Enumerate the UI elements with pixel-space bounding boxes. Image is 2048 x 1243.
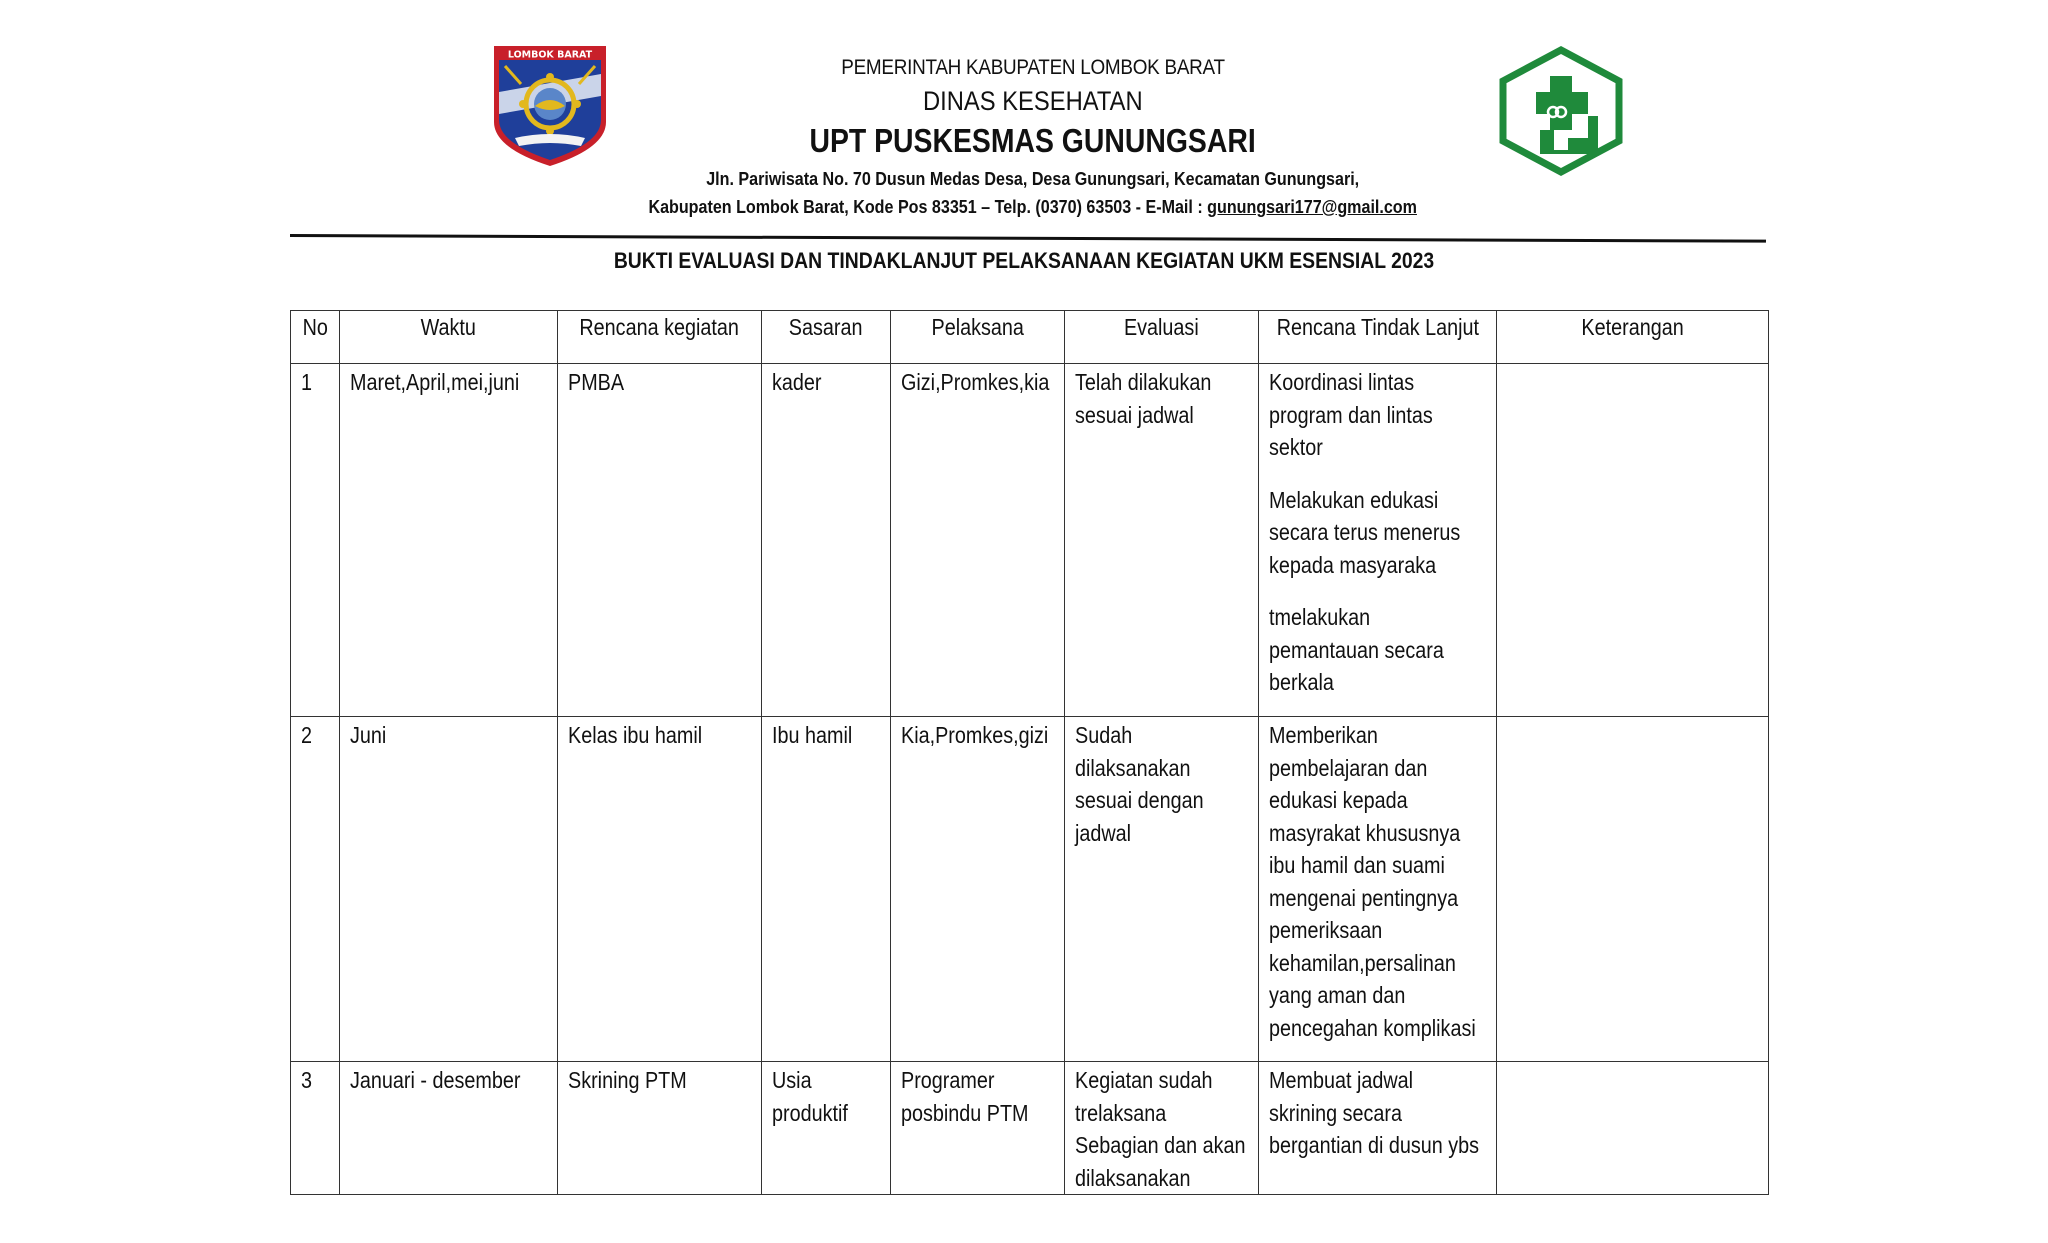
header-rencana-kegiatan: Rencana kegiatan [558, 311, 762, 364]
svg-text:LOMBOK BARAT: LOMBOK BARAT [507, 49, 593, 61]
cell-sasaran: Usia produktif [762, 1062, 891, 1195]
header-no: No [291, 311, 340, 364]
tindak-lanjut-item: Melakukan edukasi secara terus menerus kepada masyaraka [1269, 486, 1461, 578]
header-sasaran: Sasaran [762, 311, 891, 364]
cell-keterangan [1497, 1062, 1769, 1195]
cell-sasaran: kader [762, 364, 891, 717]
cell-sasaran: Ibu hamil [762, 717, 891, 1062]
table-header-row [291, 311, 1769, 364]
puskesmas-cross-emblem-icon [1498, 46, 1624, 176]
cell-rencana: Kelas ibu hamil [558, 717, 762, 1062]
cell-no: 3 [291, 1062, 340, 1195]
address-line-2-text: Kabupaten Lombok Barat, Kode Pos 83351 – Telp. (0370) 63503 - E-Mail : [648, 196, 1208, 217]
header-keterangan: Keterangan [1497, 311, 1769, 364]
table-row [291, 1062, 1769, 1195]
address-line-1: Jln. Pariwisata No. 70 Dusun Medas Desa, Desa Gunungsari, Kecamatan Gunungsari, [706, 168, 1360, 189]
evaluation-table [290, 310, 1769, 1195]
government-name: PEMERINTAH KABUPATEN LOMBOK BARAT [841, 56, 1225, 79]
table-row [291, 717, 1769, 1062]
cell-evaluasi: Telah dilakukan sesuai jadwal [1065, 364, 1259, 717]
unit-name: UPT PUSKESMAS GUNUNGSARI [809, 122, 1256, 159]
tindak-lanjut-item: Membuat jadwal skrining secara bergantian di dusun ybs [1269, 1067, 1480, 1158]
cell-tindak-lanjut [1259, 364, 1497, 717]
tindak-lanjut-item: tmelakukan pemantauan secara berkala [1269, 604, 1444, 695]
cell-pelaksana: Gizi,Promkes,kia [891, 364, 1065, 717]
cell-rencana: Skrining PTM [558, 1062, 762, 1195]
tindak-lanjut-item: Koordinasi lintas program dan lintas sektor [1269, 369, 1433, 460]
email-link[interactable]: gunungsari177@gmail.com [1207, 196, 1417, 217]
cell-tindak-lanjut [1259, 717, 1497, 1062]
cell-keterangan [1497, 717, 1769, 1062]
header-rencana-tindak-lanjut: Rencana Tindak Lanjut [1259, 311, 1497, 364]
header-evaluasi: Evaluasi [1065, 311, 1259, 364]
cell-no: 1 [291, 364, 340, 717]
document-title: BUKTI EVALUASI DAN TINDAKLANJUT PELAKSANAAN KEGIATAN UKM ESENSIAL 2023 [613, 248, 1435, 273]
cell-waktu: Juni [340, 717, 558, 1062]
department-name: DINAS KESEHATAN [922, 86, 1143, 116]
cell-tindak-lanjut [1259, 1062, 1497, 1195]
letterhead [0, 0, 2048, 273]
letterhead-divider [290, 234, 1766, 243]
cell-waktu: Januari - desember [340, 1062, 558, 1195]
tindak-lanjut-item: Memberikan pembelajaran dan edukasi kepada masyrakat khususnya ibu hamil dan suami mengenai pentingnya pemeriksaan kehamilan,persalinan yang aman dan pencegahan komplikasi [1269, 722, 1476, 1041]
table-row [291, 364, 1769, 717]
cell-waktu: Maret,April,mei,juni [340, 364, 558, 717]
cell-pelaksana: Kia,Promkes,gizi [891, 717, 1065, 1062]
cell-no: 2 [291, 717, 340, 1062]
address-line-2 [133, 196, 1915, 218]
cell-evaluasi: Sudah dilaksanakan sesuai dengan jadwal [1065, 717, 1259, 1062]
cell-keterangan [1497, 364, 1769, 717]
header-waktu: Waktu [340, 311, 558, 364]
cell-pelaksana: Programer posbindu PTM [891, 1062, 1065, 1195]
header-pelaksana: Pelaksana [891, 311, 1065, 364]
cell-rencana: PMBA [558, 364, 762, 717]
cell-evaluasi: Kegiatan sudah trelaksana Sebagian dan akan dilaksanakan [1065, 1062, 1259, 1195]
